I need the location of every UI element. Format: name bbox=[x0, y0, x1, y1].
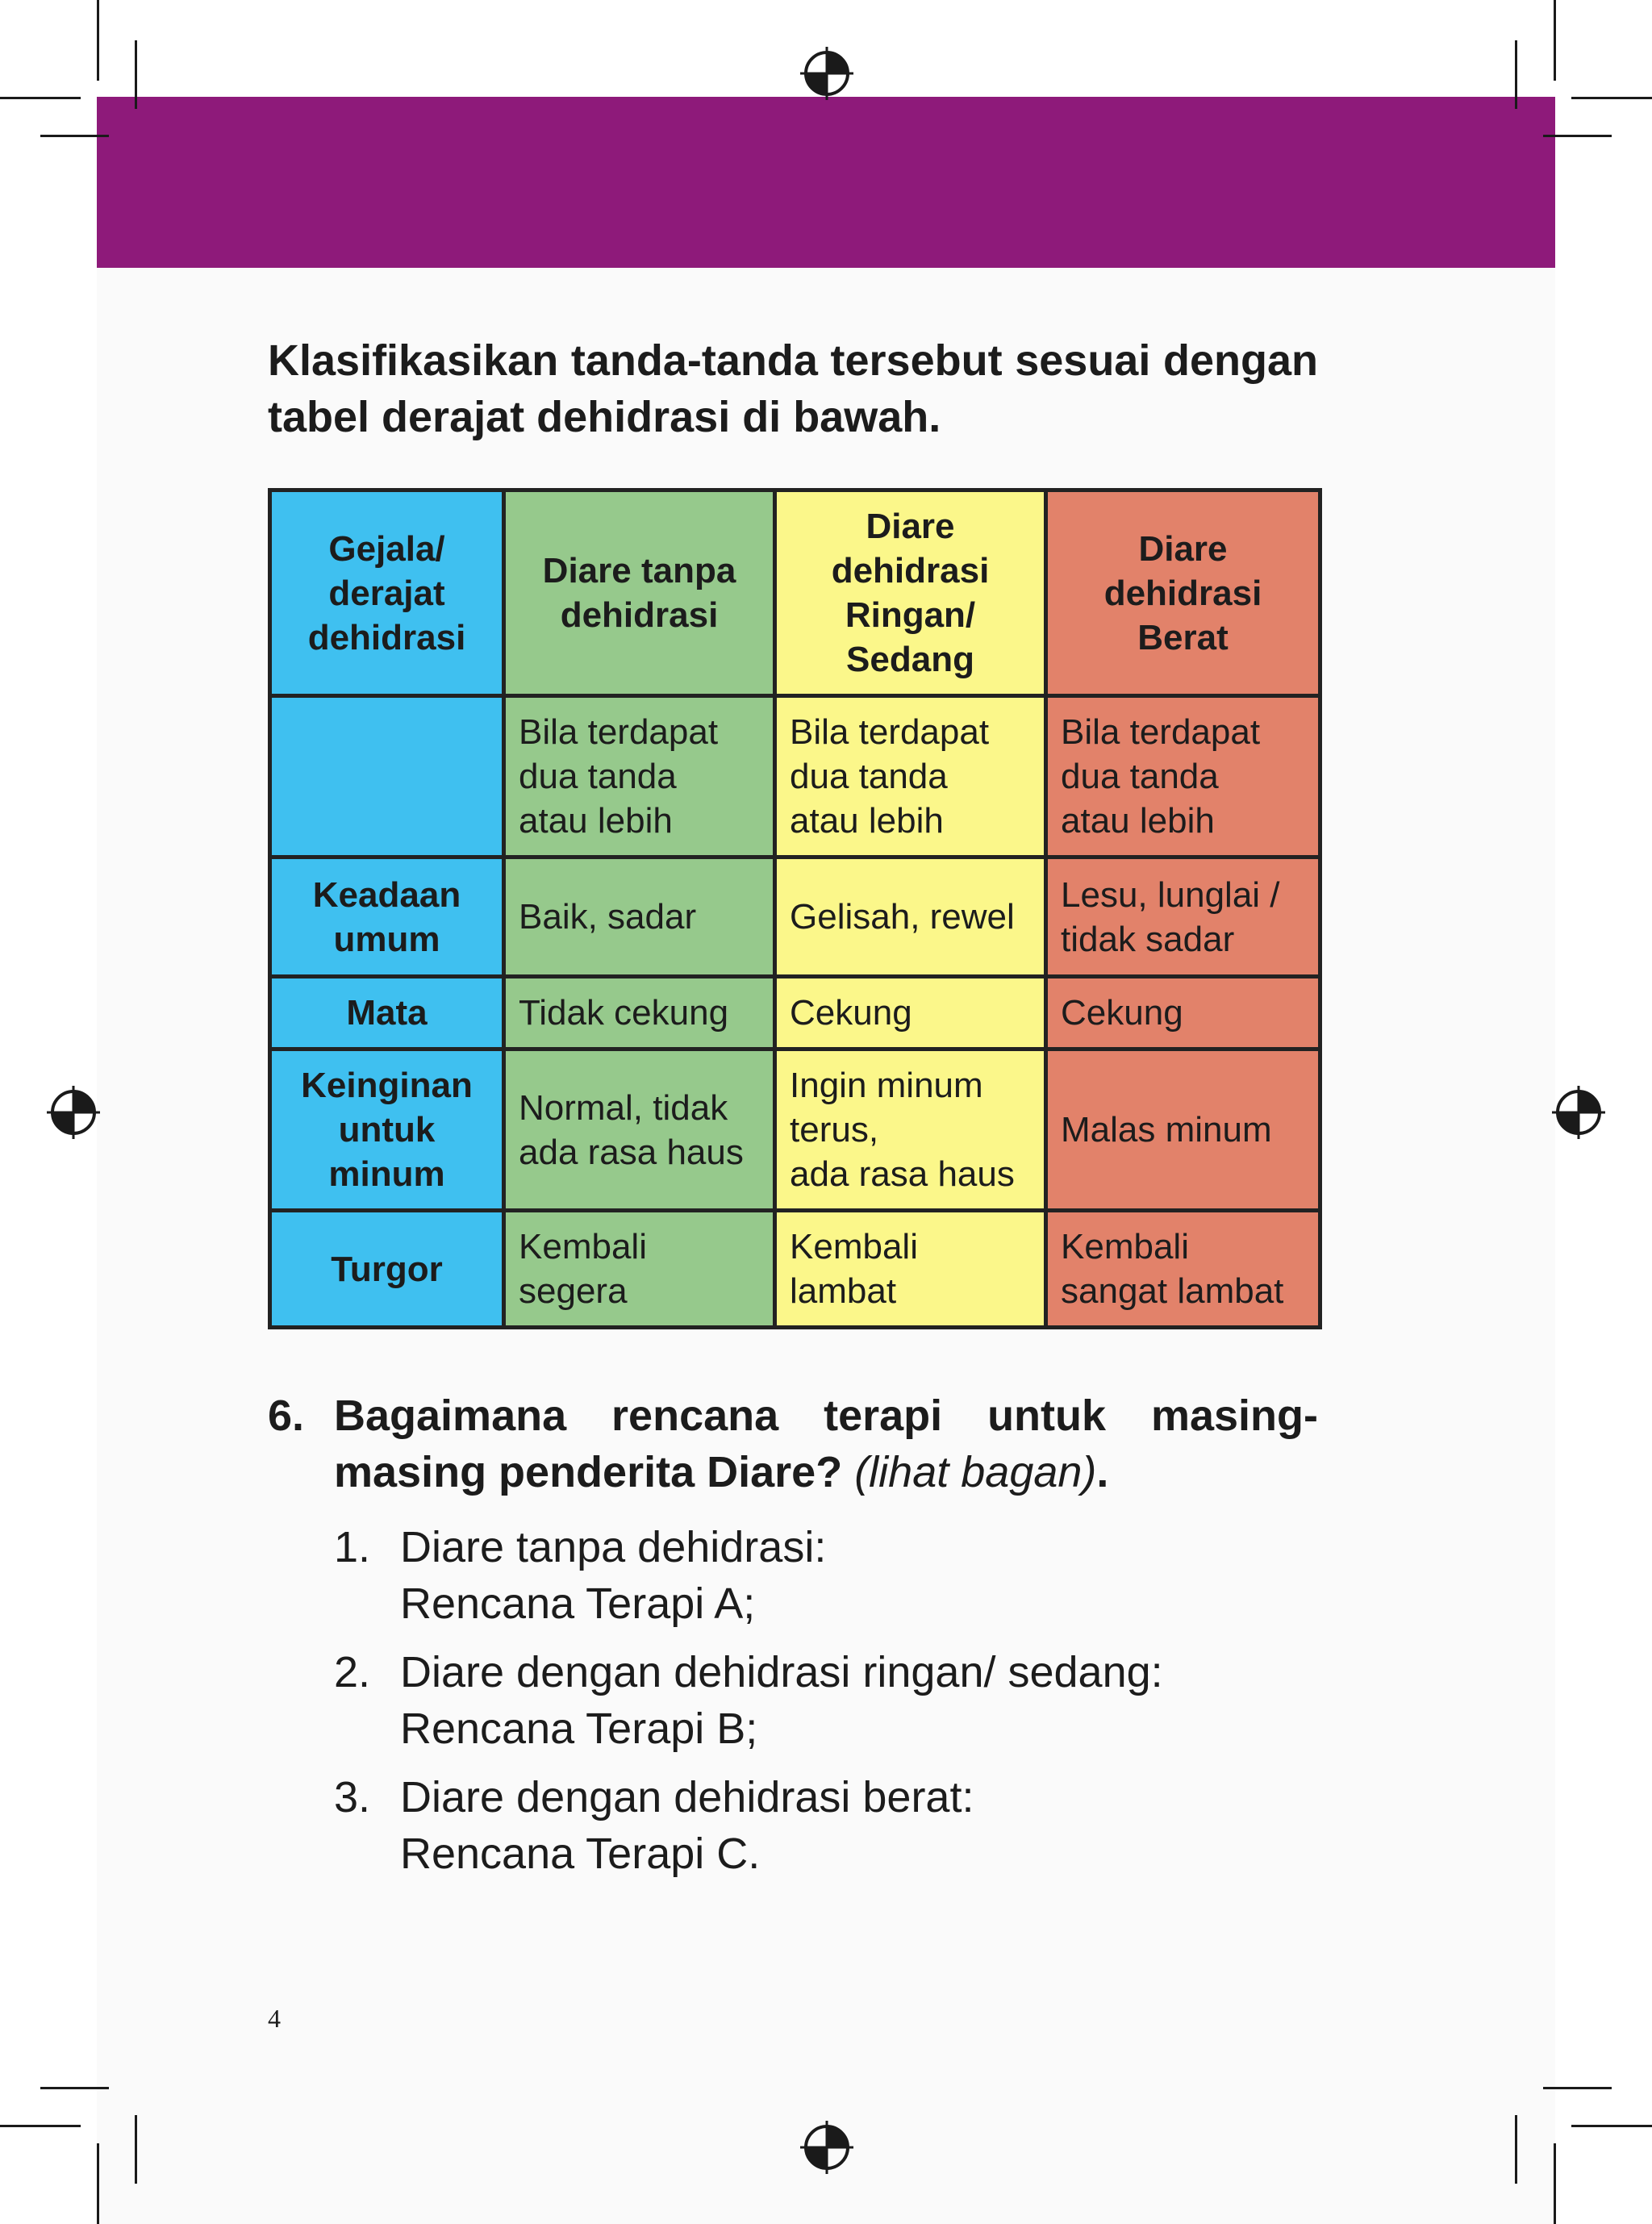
list-item-condition: Diare dengan dehidrasi ringan/ sedang: bbox=[400, 1648, 1163, 1696]
table-cell: Lesu, lunglai / tidak sadar bbox=[1046, 857, 1320, 977]
table-cell: Kembali segera bbox=[504, 1211, 775, 1328]
table-cell: Normal, tidak ada rasa haus bbox=[504, 1049, 775, 1211]
crop-mark bbox=[1554, 2143, 1556, 2224]
list-item-number: 2. bbox=[334, 1648, 371, 1696]
table-cell: Kembali lambat bbox=[775, 1211, 1046, 1328]
table-cell: Baik, sadar bbox=[504, 857, 775, 977]
registration-mark-icon bbox=[800, 47, 853, 100]
header-cell-mild-moderate: Diare dehidrasi Ringan/ Sedang bbox=[775, 490, 1046, 696]
table-cell: Cekung bbox=[1046, 977, 1320, 1049]
list-item bbox=[334, 1644, 1302, 1757]
crop-mark bbox=[1571, 97, 1652, 99]
question-text-block bbox=[334, 1387, 1318, 1500]
crop-mark bbox=[40, 135, 109, 137]
registration-mark-icon bbox=[47, 1086, 100, 1139]
table-row bbox=[270, 696, 1320, 857]
list-item-plan: Rencana Terapi B; bbox=[400, 1705, 758, 1753]
question-end: . bbox=[1096, 1448, 1109, 1496]
header-banner bbox=[97, 97, 1555, 268]
table-cell: Ingin minum terus, ada rasa haus bbox=[775, 1049, 1046, 1211]
crop-mark bbox=[1571, 2125, 1652, 2127]
dehydration-table bbox=[268, 488, 1322, 1329]
list-item-plan: Rencana Terapi A; bbox=[400, 1579, 756, 1628]
table-cell: Bila terdapat dua tanda atau lebih bbox=[504, 696, 775, 857]
table-row bbox=[270, 857, 1320, 977]
table-row bbox=[270, 1211, 1320, 1328]
crop-mark bbox=[135, 40, 137, 109]
crop-mark bbox=[1554, 0, 1556, 81]
list-item-condition: Diare tanpa dehidrasi: bbox=[400, 1523, 827, 1571]
row-header-cell: Keinginan untuk minum bbox=[270, 1049, 504, 1211]
therapy-plan-list bbox=[334, 1519, 1302, 1894]
page-number: 4 bbox=[268, 2004, 281, 2033]
crop-mark bbox=[1543, 2087, 1612, 2089]
crop-mark bbox=[1515, 2115, 1517, 2184]
table-cell: Gelisah, rewel bbox=[775, 857, 1046, 977]
row-header-cell bbox=[270, 696, 504, 857]
crop-mark bbox=[0, 97, 81, 99]
table-cell: Kembali sangat lambat bbox=[1046, 1211, 1320, 1328]
table-cell: Cekung bbox=[775, 977, 1046, 1049]
table-cell: Bila terdapat dua tanda atau lebih bbox=[1046, 696, 1320, 857]
crop-mark bbox=[1515, 40, 1517, 109]
table-cell: Bila terdapat dua tanda atau lebih bbox=[775, 696, 1046, 857]
header-cell-symptom: Gejala/ derajat dehidrasi bbox=[270, 490, 504, 696]
table-cell: Tidak cekung bbox=[504, 977, 775, 1049]
crop-mark bbox=[97, 0, 99, 81]
crop-mark bbox=[135, 2115, 137, 2184]
table-row bbox=[270, 977, 1320, 1049]
intro-paragraph: Klasifikasikan tanda-tanda tersebut sesuai dengan tabel derajat dehidrasi di bawah. bbox=[268, 336, 1318, 441]
crop-mark bbox=[1543, 135, 1612, 137]
row-header-cell: Mata bbox=[270, 977, 504, 1049]
list-item-condition: Diare dengan dehidrasi berat: bbox=[400, 1773, 974, 1821]
list-item-number: 1. bbox=[334, 1523, 371, 1571]
row-header-cell: Turgor bbox=[270, 1211, 504, 1328]
registration-mark-icon bbox=[800, 2121, 853, 2174]
list-item bbox=[334, 1519, 1302, 1632]
crop-mark bbox=[97, 2143, 99, 2224]
table-header-row bbox=[270, 490, 1320, 696]
registration-mark-icon bbox=[1552, 1086, 1605, 1139]
table-row bbox=[270, 1049, 1320, 1211]
question-number: 6. bbox=[268, 1392, 305, 1440]
crop-mark bbox=[0, 2125, 81, 2127]
question-text: Bagaimana rencana terapi untuk masing-masing penderita Diare? bbox=[334, 1392, 1318, 1496]
header-cell-no-dehydration: Diare tanpa dehidrasi bbox=[504, 490, 775, 696]
table-cell: Malas minum bbox=[1046, 1049, 1320, 1211]
list-item-plan: Rencana Terapi C. bbox=[400, 1830, 761, 1878]
question-note: (lihat bagan) bbox=[854, 1448, 1097, 1496]
crop-mark bbox=[40, 2087, 109, 2089]
header-cell-severe: Diare dehidrasi Berat bbox=[1046, 490, 1320, 696]
list-item-number: 3. bbox=[334, 1773, 371, 1821]
row-header-cell: Keadaan umum bbox=[270, 857, 504, 977]
list-item bbox=[334, 1769, 1302, 1882]
